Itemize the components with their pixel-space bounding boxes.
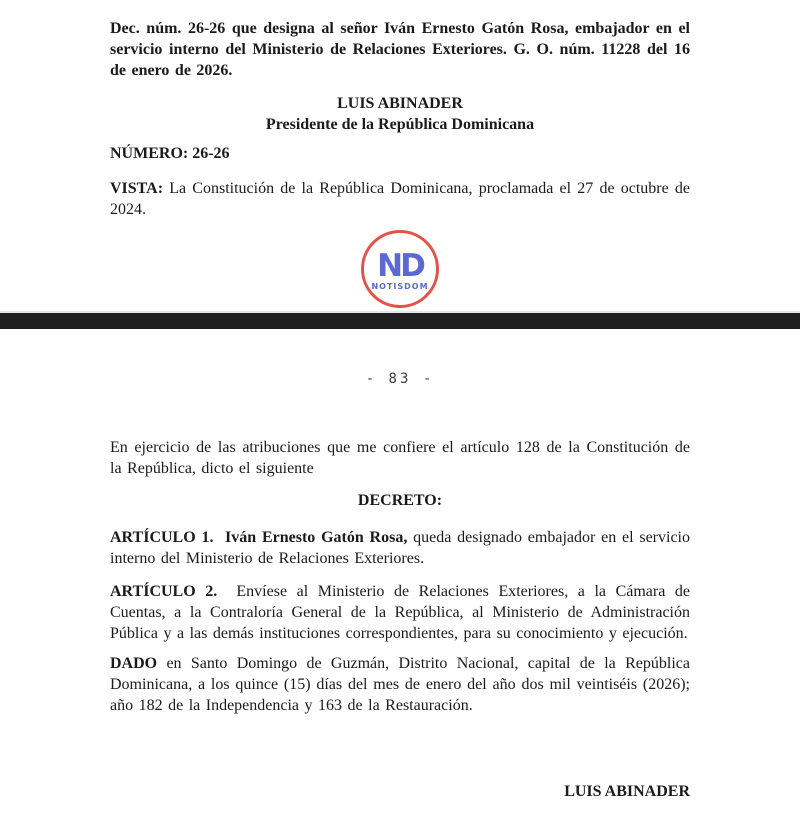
- article-1-label: ARTÍCULO 1. Iván Ernesto Gatón Rosa,: [110, 529, 408, 546]
- signature-name: LUIS ABINADER: [564, 783, 690, 800]
- decree-summary-paragraph: Dec. núm. 26-26 que designa al señor Iván Ernesto Gatón Rosa, embajador en el servicio interno del Ministerio de Relaciones Exteriores. G. O. núm. 11228 del 16 de enero de 2026.: [110, 20, 690, 79]
- decree-number-line: NÚMERO: 26-26: [110, 145, 230, 162]
- intro-paragraph: En ejercicio de las atribuciones que me confiere el artículo 128 de la Constitución de la República, dicto el siguiente: [110, 439, 690, 477]
- dado-paragraph: [110, 653, 690, 716]
- vista-label: VISTA:: [110, 180, 164, 197]
- vista-text: La Constitución de la República Dominicana, proclamada el 27 de octubre de 2024.: [110, 180, 690, 218]
- president-title: Presidente de la República Dominicana: [265, 116, 535, 133]
- article-1-paragraph: [110, 527, 690, 569]
- notisdom-logo: [361, 230, 439, 308]
- notisdom-wordmark: NOTISDOM: [371, 282, 429, 291]
- article-2-paragraph: [110, 581, 690, 644]
- vista-paragraph: [110, 178, 690, 220]
- president-header: [110, 93, 690, 135]
- dado-text: en Santo Domingo de Guzmán, Distrito Nacional, capital de la República Dominicana, a los quince (15) días del mes de enero del año dos mil veintiséis (2026); año 182 de la Independencia y 163 de la Restauración.: [110, 655, 690, 714]
- dado-label: DADO: [110, 655, 158, 672]
- president-name: LUIS ABINADER: [337, 95, 463, 112]
- article-1-text: queda designado embajador en el servicio interno del Ministerio de Relaciones Exteriores.: [110, 529, 690, 567]
- article-2-label: ARTÍCULO 2.: [110, 583, 227, 600]
- page-number: - 83 -: [365, 371, 435, 387]
- page-separator-bar: [0, 313, 800, 329]
- article-2-text: Envíese al Ministerio de Relaciones Exteriores, a la Cámara de Cuentas, a la Contraloría General de la República, al Ministerio de Administración Pública y a las demás instituciones correspondientes, para su conocimiento y ejecución.: [110, 583, 691, 642]
- decree-heading: DECRETO:: [357, 492, 443, 509]
- notisdom-monogram: ND: [377, 248, 423, 284]
